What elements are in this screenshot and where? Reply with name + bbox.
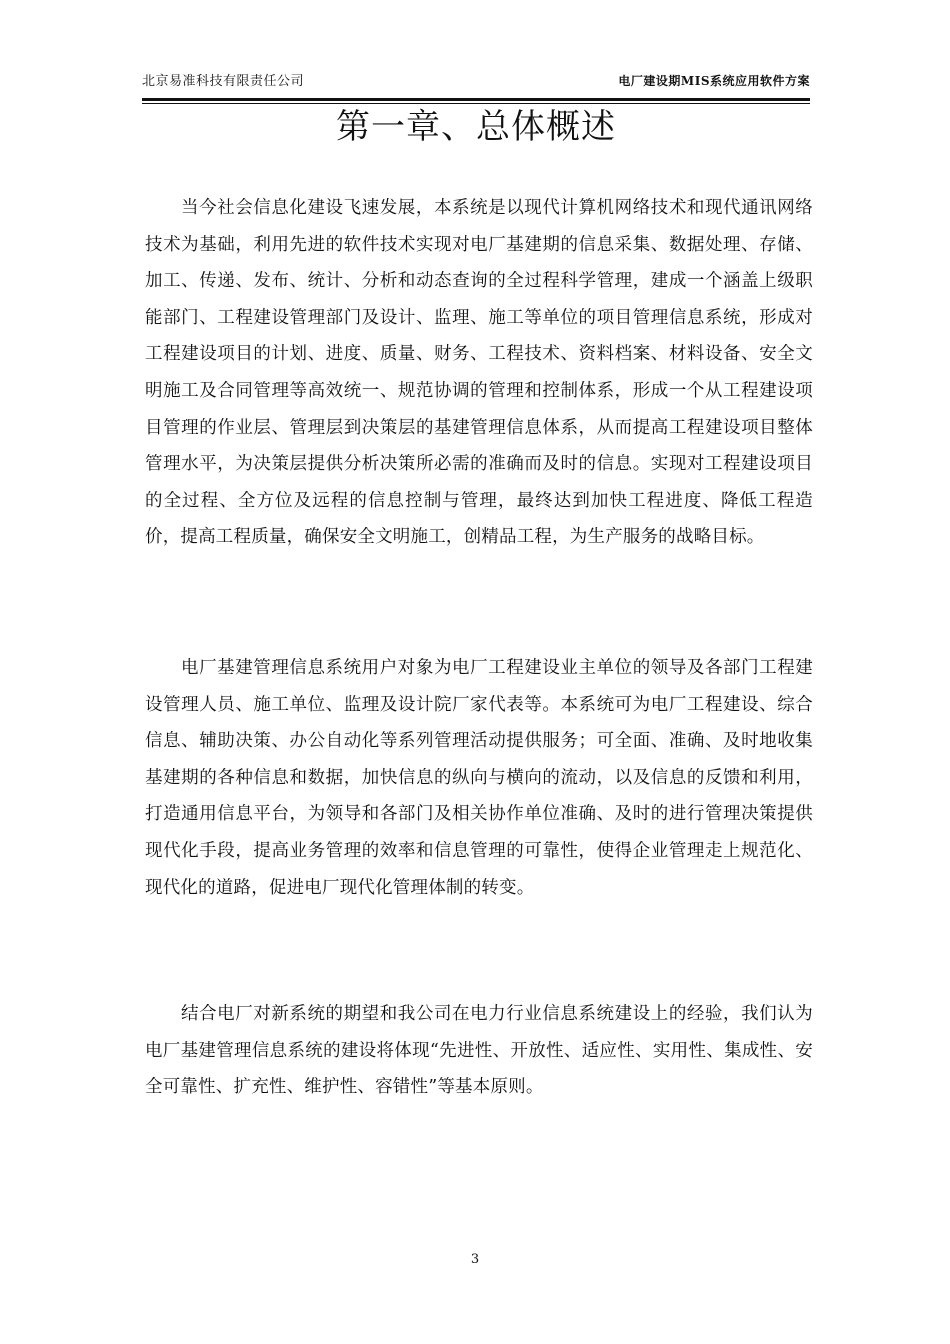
header-rule-thick [142,98,810,101]
header-company-name: 北京易准科技有限责任公司 [142,74,305,89]
body-paragraph-2: 电厂基建管理信息系统用户对象为电厂工程建设业主单位的领导及各部门工程建设管理人员、施工单位、监理及设计院厂家代表等。本系统可为电厂工程建设、综合信息、辅助决策、办公自动化等系列管理活动提供服务；可全面、准确、及时地收集基建期的各种信息和数据，加快信息的纵向与横向的流动，以及信息的反馈和利用，打造通用信息平台，为领导和各部门及相关协作单位准确、及时的进行管理决策提供现代化手段，提高业务管理的效率和信息管理的可靠性，使得企业管理走上规范化、现代化的道路，促进电厂现代化管理体制的转变。 [145,658,813,898]
body-paragraph-1: 当今社会信息化建设飞速发展，本系统是以现代计算机网络技术和现代通讯网络技术为基础，利用先进的软件技术实现对电厂基建期的信息采集、数据处理、存储、加工、传递、发布、统计、分析和动态查询的全过程科学管理，建成一个涵盖上级职能部门、工程建设管理部门及设计、监理、施工等单位的项目管理信息系统，形成对工程建设项目的计划、进度、质量、财务、工程技术、资料档案、材料设备、安全文明施工及合同管理等高效统一、规范协调的管理和控制体系，形成一个从工程建设项目管理的作业层、管理层到决策层的基建管理信息体系，从而提高工程建设项目整体管理水平，为决策层提供分析决策所必需的准确而及时的信息。实现对工程建设项目的全过程、全方位及远程的信息控制与管理，最终达到加快工程进度、降低工程造价，提高工程质量，确保安全文明施工，创精品工程，为生产服务的战略目标。 [145,198,813,548]
page-header [142,66,810,96]
body-paragraph-3: 结合电厂对新系统的期望和我公司在电力行业信息系统建设上的经验，我们认为电厂基建管理信息系统的建设将体现“先进性、开放性、适应性、实用性、集成性、安全可靠性、扩充性、维护性、容错性”等基本原则。 [145,1004,813,1098]
header-document-title: 电厂建设期MIS系统应用软件方案 [618,74,810,88]
chapter-title: 第一章、总体概述 [336,107,616,147]
page-number: 3 [470,1252,480,1267]
